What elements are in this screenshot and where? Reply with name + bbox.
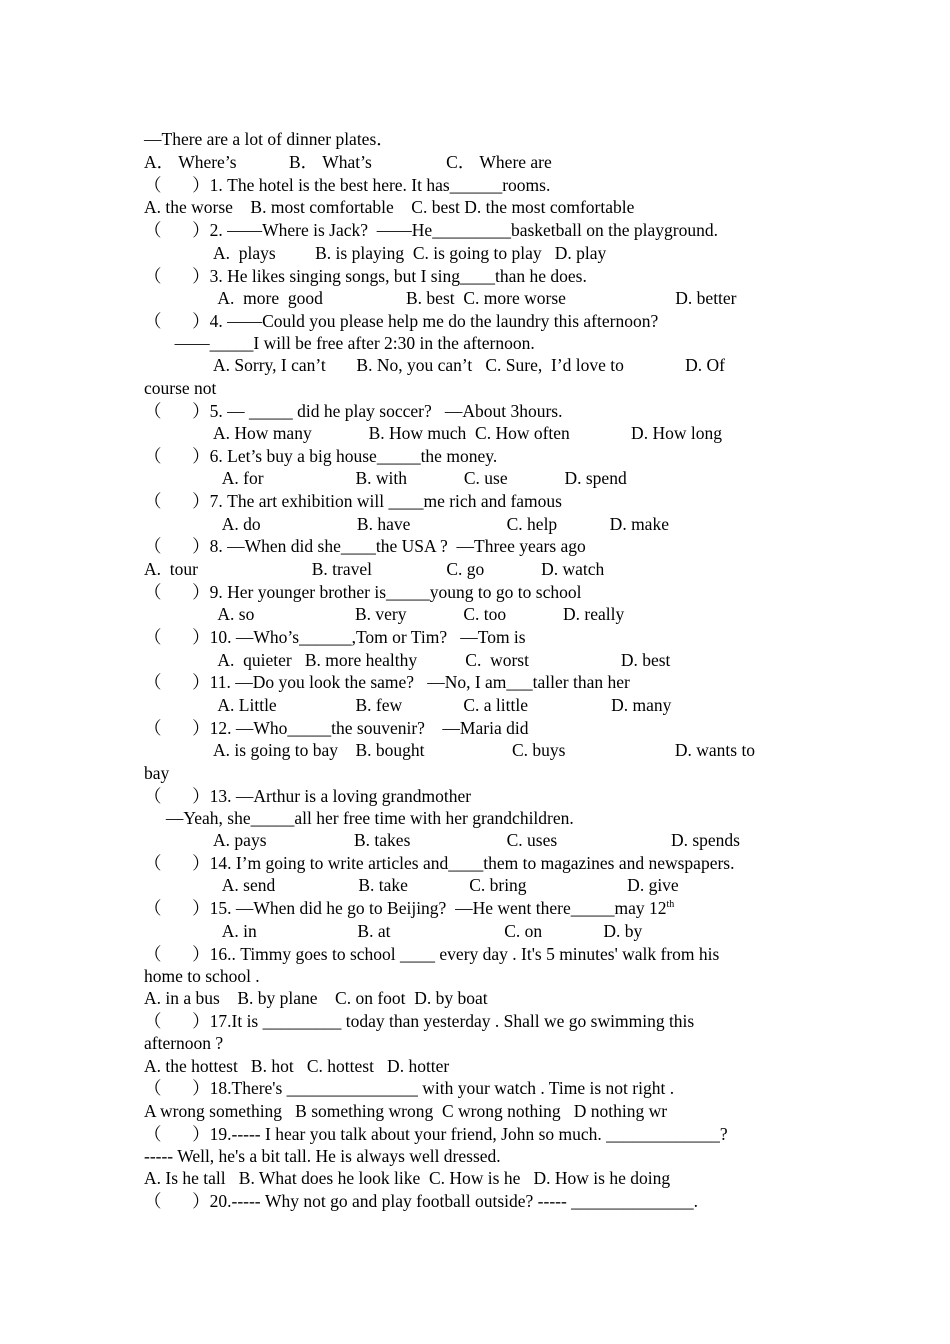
options-8: A. tour B. travel C. go D. watch: [144, 559, 605, 579]
options-15: A. in B. at C. on D. by: [144, 921, 643, 941]
options-1: A. the worse B. most comfortable C. best D. the most comfortable: [144, 197, 635, 217]
options-16: A. in a bus B. by plane C. on foot D. by boat: [144, 988, 488, 1008]
options-12-cont: bay: [144, 763, 170, 783]
options-3: A. more good B. best C. more worse D. better: [144, 288, 737, 308]
question-1: （ ）1. The hotel is the best here. It has______rooms.: [144, 175, 551, 195]
question-15: （ ）15. —When did he go to Beijing? —He went there_____may 12th: [144, 898, 675, 918]
question-16-cont: home to school .: [144, 966, 260, 986]
options-9: A. so B. very C. too D. really: [144, 604, 625, 624]
question-3: （ ）3. He likes singing songs, but I sing____than he does.: [144, 266, 587, 286]
question-2: （ ）2. ——Where is Jack? ——He_________basketball on the playground.: [144, 220, 718, 240]
options-18: A wrong something B something wrong C wrong nothing D nothing wr: [144, 1101, 668, 1121]
question-19: （ ）19.----- I hear you talk about your friend, John so much. _____________?: [144, 1124, 728, 1144]
question-4-reply: ——_____I will be free after 2:30 in the afternoon.: [144, 333, 535, 353]
options-12: A. is going to bay B. bought C. buys D. wants to: [144, 740, 756, 760]
question-14: （ ）14. I’m going to write articles and____them to magazines and newspapers.: [144, 853, 735, 873]
question-17: （ ）17.It is _________ today than yesterday . Shall we go swimming this: [144, 1011, 695, 1031]
superscript-th: th: [666, 899, 675, 911]
options-7: A. do B. have C. help D. make: [144, 514, 669, 534]
question-16: （ ）16.. Timmy goes to school ____ every day . It's 5 minutes' walk from his: [144, 944, 720, 964]
question-11: （ ）11. —Do you look the same? —No, I am___taller than her: [144, 672, 630, 692]
question-12: （ ）12. —Who_____the souvenir? —Maria did: [144, 718, 529, 738]
options-5: A. How many B. How much C. How often D. How long: [144, 423, 722, 443]
text-line: A． Where’s B． What’s C． Where are: [144, 152, 552, 172]
question-6: （ ）6. Let’s buy a big house_____the money.: [144, 446, 498, 466]
options-2: A. plays B. is playing C. is going to play D. play: [144, 243, 607, 263]
options-4-cont: course not: [144, 378, 217, 398]
options-17: A. the hottest B. hot C. hottest D. hotter: [144, 1056, 450, 1076]
question-13-reply: —Yeah, she_____all her free time with her grandchildren.: [144, 808, 574, 828]
options-14: A. send B. take C. bring D. give: [144, 875, 679, 895]
question-7: （ ）7. The art exhibition will ____me rich and famous: [144, 491, 562, 511]
options-13: A. pays B. takes C. uses D. spends: [144, 830, 740, 850]
question-8: （ ）8. —When did she____the USA ? —Three years ago: [144, 536, 586, 556]
options-6: A. for B. with C. use D. spend: [144, 468, 627, 488]
options-11: A. Little B. few C. a little D. many: [144, 695, 672, 715]
question-5: （ ）5. — _____ did he play soccer? —About 3hours.: [144, 401, 563, 421]
question-20: （ ）20.----- Why not go and play football outside? ----- ______________.: [144, 1191, 699, 1211]
question-4: （ ）4. ——Could you please help me do the laundry this afternoon?: [144, 311, 659, 331]
text-line: —There are a lot of dinner plates．: [144, 129, 394, 149]
question-18: （ ）18.There's _______________ with your watch . Time is not right .: [144, 1078, 675, 1098]
question-9: （ ）9. Her younger brother is_____young to go to school: [144, 582, 582, 602]
question-17-cont: afternoon ?: [144, 1033, 224, 1053]
question-10: （ ）10. —Who’s______,Tom or Tim? —Tom is: [144, 627, 526, 647]
question-19-reply: ----- Well, he's a bit tall. He is always well dressed.: [144, 1146, 501, 1166]
options-4: A. Sorry, I can’t B. No, you can’t C. Sure, I’d love to D. Of: [144, 355, 726, 375]
options-19: A. Is he tall B. What does he look like C. How is he D. How is he doing: [144, 1168, 671, 1188]
question-13: （ ）13. —Arthur is a loving grandmother: [144, 786, 472, 806]
options-10: A. quieter B. more healthy C. worst D. best: [144, 650, 671, 670]
